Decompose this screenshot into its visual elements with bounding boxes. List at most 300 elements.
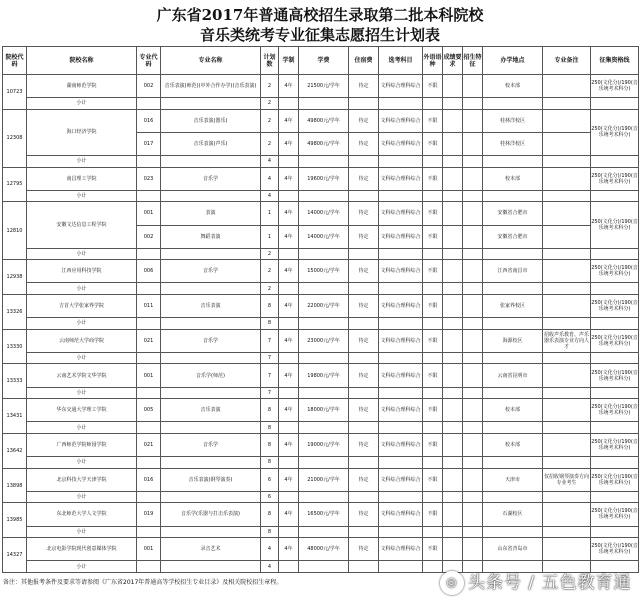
requirement-cell: 250(文化分)/190(音乐统考术科分) (591, 503, 639, 526)
empty-cell (463, 156, 483, 168)
empty-cell (299, 561, 349, 573)
empty-cell (463, 387, 483, 399)
empty-cell (137, 352, 161, 364)
school-code-cell: 13431 (3, 399, 27, 434)
empty-cell (423, 156, 443, 168)
table-row (3, 329, 639, 352)
empty-cell (591, 491, 639, 503)
subtotal-label: 小计 (27, 387, 137, 399)
tuition-cell: 22000元/学年 (299, 294, 349, 317)
empty-cell (463, 491, 483, 503)
major-code-cell: 021 (137, 329, 161, 352)
subtotal-row (3, 283, 639, 295)
remark-cell: 仅招收钢琴演奏方向专业考生 (543, 468, 591, 491)
empty-cell (379, 387, 423, 399)
table-row (3, 167, 639, 190)
empty-cell (161, 457, 261, 469)
major-name-cell: 音乐表演 (161, 294, 261, 317)
requirement-cell: 250(文化分)/190(音乐统考术科分) (591, 399, 639, 422)
feature-cell (463, 109, 483, 132)
subtotal-value: 7 (261, 352, 279, 364)
foreign-lang-cell: 不限 (423, 538, 443, 561)
major-name-cell: 音乐表演 (161, 399, 261, 422)
table-row (3, 468, 639, 491)
school-code-cell: 13642 (3, 433, 27, 468)
subtotal-row (3, 387, 639, 399)
table-row (3, 109, 639, 132)
lodging-cell: 待定 (349, 329, 379, 352)
remark-cell (543, 433, 591, 456)
empty-cell (423, 526, 443, 538)
major-code-cell: 006 (137, 260, 161, 283)
empty-cell (379, 98, 423, 110)
empty-cell (591, 248, 639, 260)
empty-cell (483, 387, 543, 399)
plan-cell: 8 (261, 294, 279, 317)
empty-cell (543, 248, 591, 260)
score-req-cell (443, 260, 463, 283)
major-name-cell: 表演 (161, 202, 261, 225)
empty-cell (483, 156, 543, 168)
school-code-cell: 13898 (3, 468, 27, 503)
empty-cell (349, 457, 379, 469)
empty-cell (379, 457, 423, 469)
foreign-lang-cell: 不限 (423, 75, 443, 98)
remark-cell (543, 225, 591, 248)
empty-cell (483, 98, 543, 110)
empty-cell (137, 190, 161, 202)
plan-cell: 8 (261, 433, 279, 456)
school-name-cell: 云南艺术学院文华学院 (27, 364, 137, 387)
empty-cell (543, 491, 591, 503)
tuition-cell: 49800元/学年 (299, 132, 349, 155)
feature-cell (463, 399, 483, 422)
subtotal-label: 小计 (27, 318, 137, 330)
plan-cell: 7 (261, 329, 279, 352)
score-req-cell (443, 132, 463, 155)
empty-cell (543, 318, 591, 330)
empty-cell (423, 190, 443, 202)
requirement-cell: 250(文化分)/190(音乐统考术科分) (591, 468, 639, 491)
feature-cell (463, 329, 483, 352)
empty-cell (543, 283, 591, 295)
tuition-cell: 21000元/学年 (299, 468, 349, 491)
empty-cell (483, 352, 543, 364)
requirement-cell: 250(文化分)/190(音乐统考术科分) (591, 109, 639, 155)
empty-cell (443, 98, 463, 110)
empty-cell (443, 422, 463, 434)
empty-cell (279, 283, 299, 295)
foreign-lang-cell: 不限 (423, 132, 443, 155)
empty-cell (443, 190, 463, 202)
remark-cell (543, 132, 591, 155)
major-code-cell: 021 (137, 433, 161, 456)
duration-cell: 4年 (279, 364, 299, 387)
duration-cell: 4年 (279, 399, 299, 422)
campus-cell: 校本部 (483, 433, 543, 456)
major-code-cell: 001 (137, 364, 161, 387)
empty-cell (591, 318, 639, 330)
campus-cell: 海源校区 (483, 329, 543, 352)
major-name-cell: 音乐学 (161, 433, 261, 456)
requirement-cell: 250(文化分)/190(音乐统考术科分) (591, 364, 639, 387)
subtotal-value: 8 (261, 526, 279, 538)
empty-cell (161, 387, 261, 399)
empty-cell (349, 561, 379, 573)
empty-cell (463, 352, 483, 364)
remark-cell (543, 202, 591, 225)
lodging-cell: 待定 (349, 433, 379, 456)
lodging-cell: 待定 (349, 260, 379, 283)
empty-cell (137, 422, 161, 434)
major-name-cell: 音乐表演(器乐) (161, 109, 261, 132)
subtotal-row (3, 98, 639, 110)
feature-cell (463, 202, 483, 225)
requirement-cell: 250(文化分)/190(音乐统考术科分) (591, 294, 639, 317)
feature-cell (463, 433, 483, 456)
subtotal-label: 小计 (27, 248, 137, 260)
subtotal-value: 8 (261, 457, 279, 469)
feature-cell (463, 260, 483, 283)
empty-cell (137, 156, 161, 168)
col-school-code: 院校代码 (3, 47, 27, 75)
empty-cell (299, 387, 349, 399)
school-name-cell: 北京电影学院现代创意媒体学院 (27, 538, 137, 561)
school-name-cell: 华东交通大学理工学院 (27, 399, 137, 422)
subtotal-value: 4 (261, 190, 279, 202)
school-code-cell: 13330 (3, 329, 27, 364)
empty-cell (349, 156, 379, 168)
campus-cell: 石湖校区 (483, 503, 543, 526)
score-req-cell (443, 225, 463, 248)
subtotal-row (3, 526, 639, 538)
empty-cell (423, 491, 443, 503)
empty-cell (161, 248, 261, 260)
subtotal-value: 8 (261, 422, 279, 434)
foreign-lang-cell: 不限 (423, 225, 443, 248)
empty-cell (423, 352, 443, 364)
empty-cell (463, 526, 483, 538)
empty-cell (591, 352, 639, 364)
lodging-cell: 待定 (349, 75, 379, 98)
table-row (3, 260, 639, 283)
empty-cell (463, 98, 483, 110)
subtotal-label: 小计 (27, 98, 137, 110)
empty-cell (349, 190, 379, 202)
remark-cell (543, 399, 591, 422)
score-req-cell (443, 167, 463, 190)
requirement-cell: 250(文化分)/190(音乐统考术科分) (591, 329, 639, 352)
subjects-cell: 文科综合理科综合 (379, 225, 423, 248)
lodging-cell: 待定 (349, 364, 379, 387)
campus-cell: 校本部 (483, 167, 543, 190)
empty-cell (591, 457, 639, 469)
table-row (3, 399, 639, 422)
empty-cell (137, 491, 161, 503)
empty-cell (279, 387, 299, 399)
empty-cell (463, 457, 483, 469)
subjects-cell: 文科综合理科综合 (379, 364, 423, 387)
school-code-cell: 12810 (3, 202, 27, 260)
tuition-cell: 14000元/学年 (299, 225, 349, 248)
remark-cell: 招收声乐教育、声乐器乐表演专业方向人才 (543, 329, 591, 352)
plan-cell: 2 (261, 132, 279, 155)
table-row (3, 364, 639, 387)
campus-cell: 山东省青岛市 (483, 538, 543, 561)
empty-cell (379, 561, 423, 573)
empty-cell (423, 422, 443, 434)
empty-cell (161, 491, 261, 503)
feature-cell (463, 167, 483, 190)
empty-cell (443, 248, 463, 260)
watermark (440, 568, 632, 595)
empty-cell (443, 156, 463, 168)
plan-cell: 7 (261, 364, 279, 387)
empty-cell (379, 352, 423, 364)
subtotal-label: 小计 (27, 190, 137, 202)
empty-cell (349, 526, 379, 538)
empty-cell (299, 526, 349, 538)
footnote: 备注：其他报考条件及要求等请参阅《广东省2017年普通高等学校招生专业目录》及相关院校招生章程。 (3, 579, 283, 586)
subjects-cell: 文科综合理科综合 (379, 329, 423, 352)
campus-cell: 校本部 (483, 399, 543, 422)
duration-cell: 4年 (279, 109, 299, 132)
foreign-lang-cell: 不限 (423, 294, 443, 317)
school-code-cell: 13985 (3, 503, 27, 538)
col-score-req: 成绩要求 (443, 47, 463, 75)
plan-cell: 2 (261, 109, 279, 132)
duration-cell: 4年 (279, 167, 299, 190)
empty-cell (161, 156, 261, 168)
empty-cell (423, 98, 443, 110)
tuition-cell: 49800元/学年 (299, 109, 349, 132)
empty-cell (423, 318, 443, 330)
empty-cell (591, 387, 639, 399)
major-code-cell: 005 (137, 399, 161, 422)
plan-cell: 4 (261, 167, 279, 190)
score-req-cell (443, 294, 463, 317)
score-req-cell (443, 538, 463, 561)
foreign-lang-cell: 不限 (423, 109, 443, 132)
campus-cell: 安徽省合肥市 (483, 202, 543, 225)
school-code-cell: 13333 (3, 364, 27, 399)
subjects-cell: 文科综合理科综合 (379, 294, 423, 317)
school-name-cell: 北京科技大学天津学院 (27, 468, 137, 491)
requirement-cell: 250(文化分)/190(音乐统考术科分) (591, 260, 639, 283)
duration-cell: 4年 (279, 503, 299, 526)
col-requirement: 征集资格线 (591, 47, 639, 75)
empty-cell (483, 422, 543, 434)
duration-cell: 4年 (279, 132, 299, 155)
empty-cell (379, 318, 423, 330)
empty-cell (161, 352, 261, 364)
subjects-cell: 文科综合理科综合 (379, 132, 423, 155)
major-code-cell: 011 (137, 294, 161, 317)
subjects-cell: 文科综合理科综合 (379, 538, 423, 561)
major-code-cell: 017 (137, 132, 161, 155)
remark-cell (543, 503, 591, 526)
subtotal-label: 小计 (27, 156, 137, 168)
major-name-cell: 音乐表演(师范)(中外合作办学)(音乐表演) (161, 75, 261, 98)
campus-cell: 桂林洋校区 (483, 109, 543, 132)
major-name-cell: 音乐学 (161, 260, 261, 283)
empty-cell (299, 248, 349, 260)
subtotal-row (3, 491, 639, 503)
col-major-code: 专业代码 (137, 47, 161, 75)
empty-cell (349, 387, 379, 399)
col-plan: 计划数 (261, 47, 279, 75)
lodging-cell: 待定 (349, 132, 379, 155)
empty-cell (279, 190, 299, 202)
empty-cell (349, 352, 379, 364)
empty-cell (483, 283, 543, 295)
remark-cell (543, 294, 591, 317)
col-major-name: 专业名称 (161, 47, 261, 75)
empty-cell (161, 318, 261, 330)
campus-cell: 云南省昆明市 (483, 364, 543, 387)
empty-cell (349, 248, 379, 260)
empty-cell (423, 248, 443, 260)
empty-cell (299, 98, 349, 110)
empty-cell (483, 526, 543, 538)
empty-cell (423, 387, 443, 399)
duration-cell: 4年 (279, 225, 299, 248)
remark-cell (543, 75, 591, 98)
empty-cell (137, 98, 161, 110)
subtotal-value: 7 (261, 387, 279, 399)
requirement-cell: 250(文化分)/190(音乐统考术科分) (591, 75, 639, 98)
empty-cell (137, 526, 161, 538)
empty-cell (591, 156, 639, 168)
school-name-cell: 安徽文达信息工程学院 (27, 202, 137, 248)
empty-cell (443, 283, 463, 295)
subtotal-row (3, 457, 639, 469)
score-req-cell (443, 329, 463, 352)
empty-cell (299, 190, 349, 202)
major-name-cell: 音乐学(师范) (161, 364, 261, 387)
subtotal-row (3, 318, 639, 330)
logo-circle-icon: ◎ (440, 571, 464, 595)
tuition-cell: 16500元/学年 (299, 503, 349, 526)
feature-cell (463, 75, 483, 98)
tuition-cell: 14000元/学年 (299, 202, 349, 225)
lodging-cell: 待定 (349, 202, 379, 225)
remark-cell (543, 364, 591, 387)
empty-cell (137, 248, 161, 260)
campus-cell: 天津市 (483, 468, 543, 491)
table-row (3, 202, 639, 225)
col-feature: 招生特征 (463, 47, 483, 75)
foreign-lang-cell: 不限 (423, 202, 443, 225)
empty-cell (443, 526, 463, 538)
title-line-1: 广东省2017年普通高校招生录取第二批本科院校 (156, 6, 484, 24)
col-lodging: 住宿费 (349, 47, 379, 75)
empty-cell (483, 318, 543, 330)
empty-cell (279, 318, 299, 330)
subjects-cell: 文科综合理科综合 (379, 433, 423, 456)
school-code-cell: 10723 (3, 75, 27, 110)
school-code-cell: 12795 (3, 167, 27, 202)
plan-cell: 2 (261, 75, 279, 98)
plan-cell: 6 (261, 468, 279, 491)
duration-cell: 4年 (279, 433, 299, 456)
major-name-cell: 音乐表演(钢琴演奏) (161, 468, 261, 491)
lodging-cell: 待定 (349, 468, 379, 491)
empty-cell (379, 283, 423, 295)
col-foreign-lang: 外语语种 (423, 47, 443, 75)
major-name-cell: 舞蹈表演 (161, 225, 261, 248)
remark-cell (543, 260, 591, 283)
feature-cell (463, 468, 483, 491)
empty-cell (161, 98, 261, 110)
subtotal-value: 4 (261, 561, 279, 573)
major-name-cell: 音乐学 (161, 329, 261, 352)
duration-cell: 4年 (279, 202, 299, 225)
empty-cell (591, 190, 639, 202)
subtotal-label: 小计 (27, 457, 137, 469)
subtotal-row (3, 352, 639, 364)
feature-cell (463, 132, 483, 155)
subjects-cell: 文科综合理科综合 (379, 399, 423, 422)
empty-cell (137, 457, 161, 469)
empty-cell (279, 526, 299, 538)
subtotal-value: 6 (261, 491, 279, 503)
empty-cell (543, 457, 591, 469)
empty-cell (279, 248, 299, 260)
duration-cell: 4年 (279, 468, 299, 491)
major-code-cell: 002 (137, 75, 161, 98)
empty-cell (137, 561, 161, 573)
empty-cell (379, 422, 423, 434)
empty-cell (463, 422, 483, 434)
empty-cell (349, 283, 379, 295)
empty-cell (299, 491, 349, 503)
empty-cell (483, 190, 543, 202)
subtotal-value: 8 (261, 318, 279, 330)
empty-cell (379, 526, 423, 538)
requirement-cell: 250(文化分)/190(音乐统考术科分) (591, 538, 639, 561)
subtotal-value: 2 (261, 98, 279, 110)
lodging-cell: 待定 (349, 503, 379, 526)
tuition-cell: 19800元/学年 (299, 364, 349, 387)
campus-cell: 校本部 (483, 75, 543, 98)
empty-cell (279, 98, 299, 110)
empty-cell (463, 318, 483, 330)
plan-cell: 1 (261, 225, 279, 248)
subjects-cell: 文科综合理科综合 (379, 202, 423, 225)
empty-cell (161, 526, 261, 538)
plan-cell: 8 (261, 399, 279, 422)
empty-cell (591, 98, 639, 110)
empty-cell (591, 526, 639, 538)
empty-cell (299, 318, 349, 330)
subtotal-value: 2 (261, 248, 279, 260)
empty-cell (423, 457, 443, 469)
plan-cell: 1 (261, 202, 279, 225)
lodging-cell: 待定 (349, 225, 379, 248)
remark-cell (543, 538, 591, 561)
empty-cell (299, 457, 349, 469)
feature-cell (463, 503, 483, 526)
duration-cell: 4年 (279, 294, 299, 317)
subjects-cell: 文科综合理科综合 (379, 468, 423, 491)
school-name-cell: 南昌理工学院 (27, 167, 137, 190)
title-line-2: 音乐类统考专业征集志愿招生计划表 (199, 26, 440, 44)
foreign-lang-cell: 不限 (423, 167, 443, 190)
plan-cell: 4 (261, 538, 279, 561)
empty-cell (137, 283, 161, 295)
subjects-cell: 文科综合理科综合 (379, 109, 423, 132)
